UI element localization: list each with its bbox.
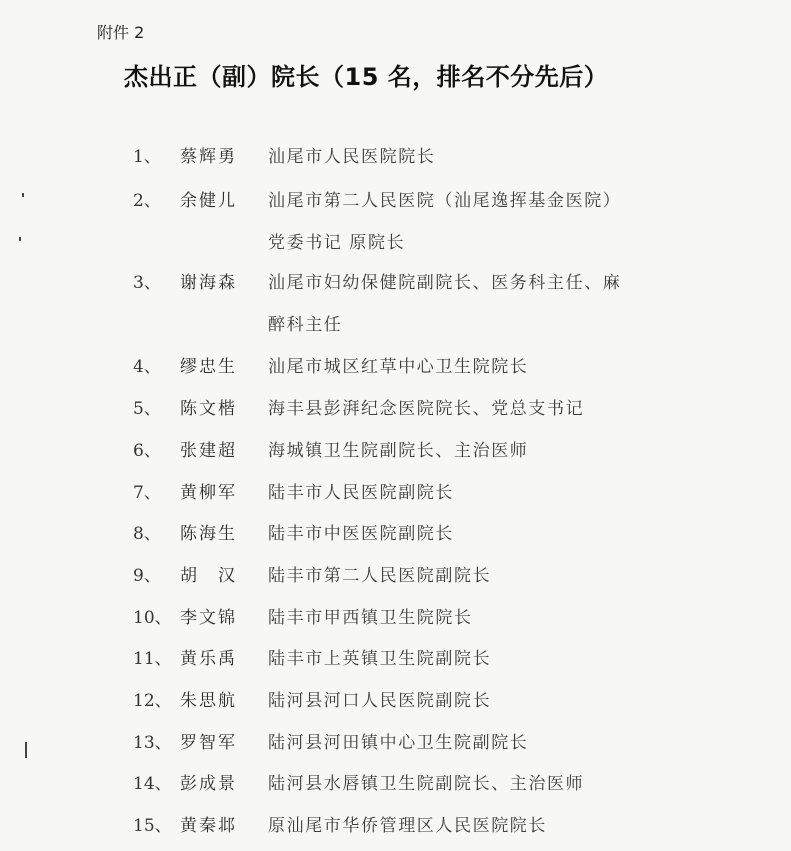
item-name: 张建超 bbox=[180, 441, 237, 461]
item-description: 汕尾市第二人民医院（汕尾逸挥基金医院） bbox=[268, 191, 622, 211]
item-name: 陈海生 bbox=[180, 524, 237, 544]
item-description: 陆丰市上英镇卫生院副院长 bbox=[268, 649, 492, 669]
item-number: 6、 bbox=[133, 441, 161, 461]
item-name: 蔡辉勇 bbox=[180, 147, 237, 167]
item-number: 8、 bbox=[133, 524, 161, 544]
item-name: 缪忠生 bbox=[180, 357, 237, 377]
item-number: 11、 bbox=[133, 649, 172, 669]
item-description-continued: 党委书记 原院长 bbox=[268, 233, 406, 253]
scan-speck bbox=[25, 742, 27, 758]
item-number: 13、 bbox=[133, 733, 172, 753]
list-item bbox=[0, 597, 791, 639]
item-name: 陈文楷 bbox=[180, 399, 237, 419]
item-description: 陆丰市人民医院副院长 bbox=[268, 483, 454, 503]
list-item bbox=[0, 763, 791, 805]
list-item bbox=[0, 136, 791, 178]
item-description: 汕尾市城区红草中心卫生院院长 bbox=[268, 357, 529, 377]
item-description: 陆丰市中医医院副院长 bbox=[268, 524, 454, 544]
item-description: 陆河县河田镇中心卫生院副院长 bbox=[268, 733, 529, 753]
item-description: 汕尾市妇幼保健院副院长、医务科主任、麻 bbox=[268, 273, 622, 293]
list-item bbox=[0, 513, 791, 555]
item-description: 海城镇卫生院副院长、主治医师 bbox=[268, 441, 529, 461]
item-description: 汕尾市人民医院院长 bbox=[268, 147, 436, 167]
item-number: 10、 bbox=[133, 608, 172, 628]
item-number: 3、 bbox=[133, 273, 161, 293]
item-name: 李文锦 bbox=[180, 608, 237, 628]
item-name: 黄乐禹 bbox=[180, 649, 237, 669]
list-item bbox=[0, 388, 791, 430]
item-number: 4、 bbox=[133, 357, 161, 377]
scan-speck bbox=[22, 193, 24, 197]
item-name: 黄柳军 bbox=[180, 483, 237, 503]
item-description: 海丰县彭湃纪念医院院长、党总支书记 bbox=[268, 399, 585, 419]
page-title: 杰出正（副）院长（15 名，排名不分先后） bbox=[124, 63, 609, 91]
item-number: 14、 bbox=[133, 774, 172, 794]
scan-speck bbox=[19, 237, 21, 241]
list-item bbox=[0, 722, 791, 764]
item-name: 胡 汉 bbox=[180, 566, 237, 586]
list-item bbox=[0, 805, 791, 847]
item-description: 陆河县河口人民医院副院长 bbox=[268, 691, 492, 711]
item-number: 12、 bbox=[133, 691, 172, 711]
list-item bbox=[0, 346, 791, 388]
list-item bbox=[0, 472, 791, 514]
item-number: 7、 bbox=[133, 483, 161, 503]
item-name: 彭成景 bbox=[180, 774, 237, 794]
item-number: 5、 bbox=[133, 399, 161, 419]
item-name: 余健儿 bbox=[180, 191, 237, 211]
item-number: 1、 bbox=[133, 147, 161, 167]
list-item bbox=[0, 555, 791, 597]
item-number: 2、 bbox=[133, 191, 161, 211]
item-description: 陆丰市甲西镇卫生院院长 bbox=[268, 608, 473, 628]
item-number: 15、 bbox=[133, 816, 172, 836]
list-item bbox=[0, 180, 791, 253]
list-item bbox=[0, 262, 791, 335]
item-name: 黄秦邶 bbox=[180, 816, 237, 836]
item-description: 原汕尾市华侨管理区人民医院院长 bbox=[268, 816, 547, 836]
item-number: 9、 bbox=[133, 566, 161, 586]
attachment-label: 附件 2 bbox=[97, 23, 145, 42]
item-description: 陆丰市第二人民医院副院长 bbox=[268, 566, 492, 586]
item-name: 罗智军 bbox=[180, 733, 237, 753]
item-name: 朱思航 bbox=[180, 691, 237, 711]
list-item bbox=[0, 638, 791, 680]
item-description-continued: 醉科主任 bbox=[268, 315, 343, 335]
item-description: 陆河县水唇镇卫生院副院长、主治医师 bbox=[268, 774, 585, 794]
item-name: 谢海森 bbox=[180, 273, 237, 293]
list-item bbox=[0, 430, 791, 472]
list-item bbox=[0, 680, 791, 722]
